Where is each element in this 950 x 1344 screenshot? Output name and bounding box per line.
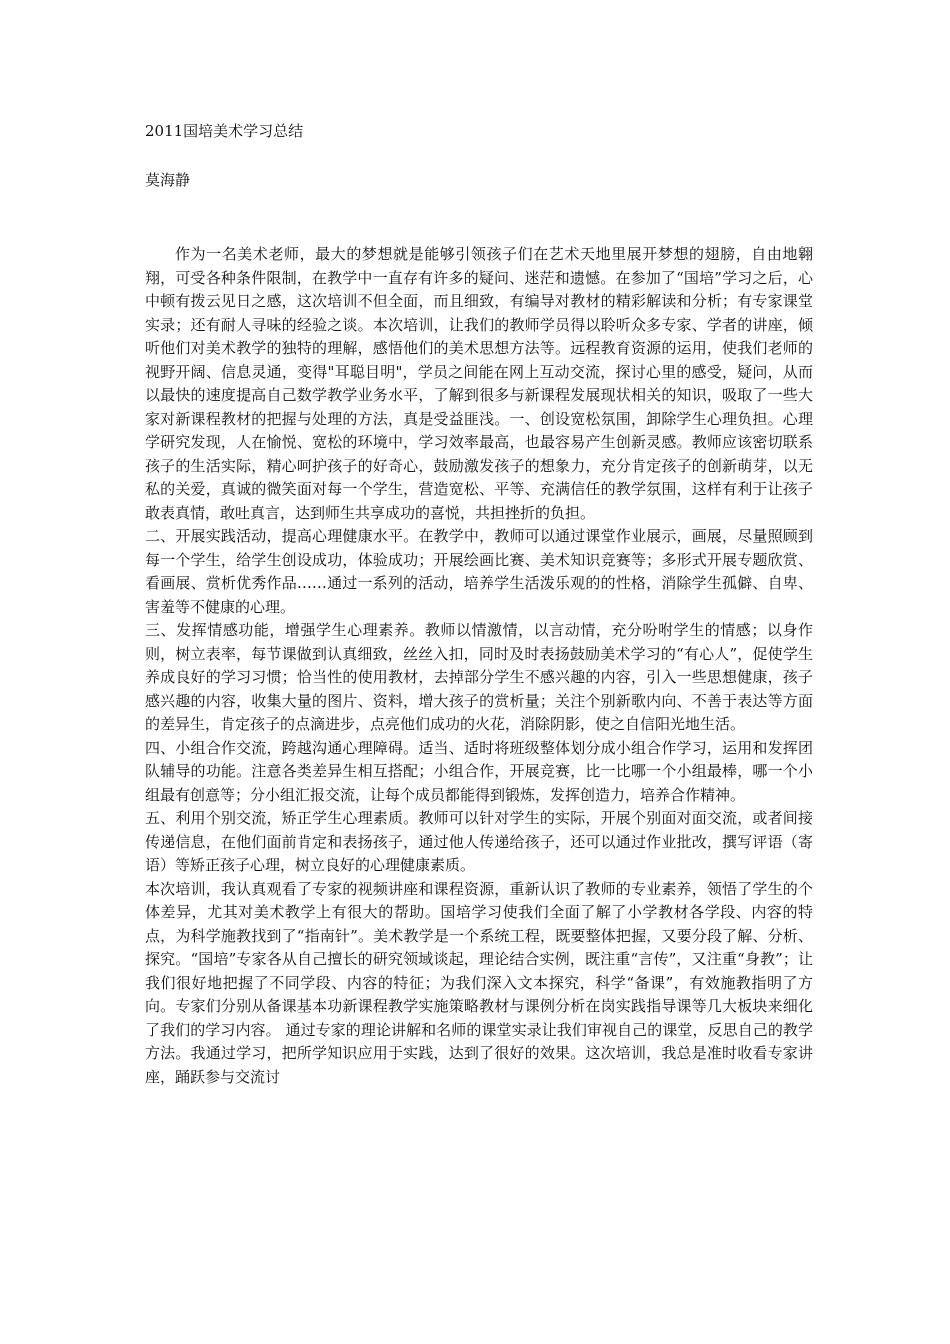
paragraph-section-2: 二、开展实践活动，提高心理健康水平。在教学中，教师可以通过课堂作业展示，画展，尽量照顾到每一个学生，给学生创设成功，体验成功；开展绘画比赛、美术知识竞赛等；多形式开展专题欣赏、看画展、赏析优秀作品……通过一系列的活动，培养学生活泼乐观的的性格，消除学生孤僻、自卑、害羞等不健康的心理。 — [145, 527, 813, 616]
paragraph-intro: 作为一名美术老师，最大的梦想就是能够引领孩子们在艺术天地里展开梦想的翅膀，自由地翱翔，可受各种条件限制，在教学中一直存有许多的疑问、迷茫和遗憾。在参加了“国培”学习之后，心中顿有拨云见日之感，这次培训不但全面，而且细致，有编导对教材的精彩解读和分析；有专家课堂实录；还有耐人寻味的经验之谈。本次培训，让我们的教师学员得以聆听众多专家、学者的讲座，倾听他们对美术教学的独特的理解，感悟他们的美术思想方法等。远程教育资源的运用，使我们老师的视野开阔、信息灵通，变得"耳聪目明"，学员之间能在网上互动交流，探讨心里的感受，疑问，从而以最快的速度提高自己数学教学业务水平，了解到很多与新课程发展现状相关的知识，吸取了一些大家对新课程教材的把握与处理的方法，真是受益匪浅。一、创设宽松氛围，卸除学生心理负担。心理学研究发现，人在愉悦、宽松的环境中，学习效率最高，也最容易产生创新灵感。教师应该密切联系孩子的生活实际，精心呵护孩子的好奇心，鼓励激发孩子的想象力，充分肯定孩子的创新萌芽，以无私的关爱，真诚的微笑面对每一个学生，营造宽松、平等、充满信任的教学氛围，这样有利于让孩子敢表真情，敢吐真言，达到师生共享成功的喜悦，共担挫折的负担。 — [145, 245, 813, 522]
paragraph-section-4: 四、小组合作交流，跨越沟通心理障碍。适当、适时将班级整体划分成小组合作学习，运用和发挥团队辅导的功能。注意各类差异生相互搭配；小组合作，开展竞赛，比一比哪一个小组最棒，哪一个小组最有创意等；分小组汇报交流，让每个成员都能得到锻炼，发挥创造力，培养合作精神。 — [145, 738, 813, 804]
paragraph-section-3: 三、发挥情感功能，增强学生心理素养。教师以情激情，以言动情，充分吩咐学生的情感；以身作则，树立表率，每节课做到认真细致，丝丝入扣，同时及时表扬鼓励美术学习的“有心人”，促使学生养成良好的学习习惯；恰当性的使用教材，去掉部分学生不感兴趣的内容，引入一些思想健康，孩子感兴趣的内容，收集大量的图片、资料，增大孩子的赏析量；关注个别新歌内向、不善于表达等方面的差异生，肯定孩子的点滴进步，点亮他们成功的火花，消除阴影，使之自信阳光地生活。 — [145, 621, 813, 733]
paragraph-section-5: 五、利用个别交流，矫正学生心理素质。教师可以针对学生的实际，开展个别面对面交流，或者间接传递信息，在他们面前肯定和表扬孩子，通过他人传递给孩子，还可以通过作业批改，撰写评语（寄语）等矫正孩子心理，树立良好的心理健康素质。 — [145, 809, 813, 874]
document-title: 2011国培美术学习总结 — [145, 122, 304, 140]
document-author: 莫海静 — [145, 171, 191, 189]
document-page — [145, 118, 813, 1089]
paragraph-summary: 本次培训，我认真观看了专家的视频讲座和课程资源，重新认识了教师的专业素养，领悟了学生的个体差异，尤其对美术教学上有很大的帮助。国培学习使我们全面了解了小学教材各学段、内容的特点，为科学施教找到了“指南针”。美术教学是一个系统工程，既要整体把握，又要分段了解、分析、探究。“国培”专家各从自己擅长的研究领域谈起，理论结合实例，既注重“言传”，又注重“身教”；让我们很好地把握了不同学段、内容的特征；为我们深入文本探究，科学“备课”，有效施教指明了方向。专家们分别从备课基本功新课程教学实施策略教材与课例分析在岗实践指导课等几大板块来细化了我们的学习内容。 通过专家的理论讲解和名师的课堂实录让我们审视自己的课堂，反思自己的教学方法。我通过学习，把所学知识应用于实践，达到了很好的效果。这次培训，我总是准时收看专家讲座，踊跃参与交流讨 — [145, 879, 813, 1086]
